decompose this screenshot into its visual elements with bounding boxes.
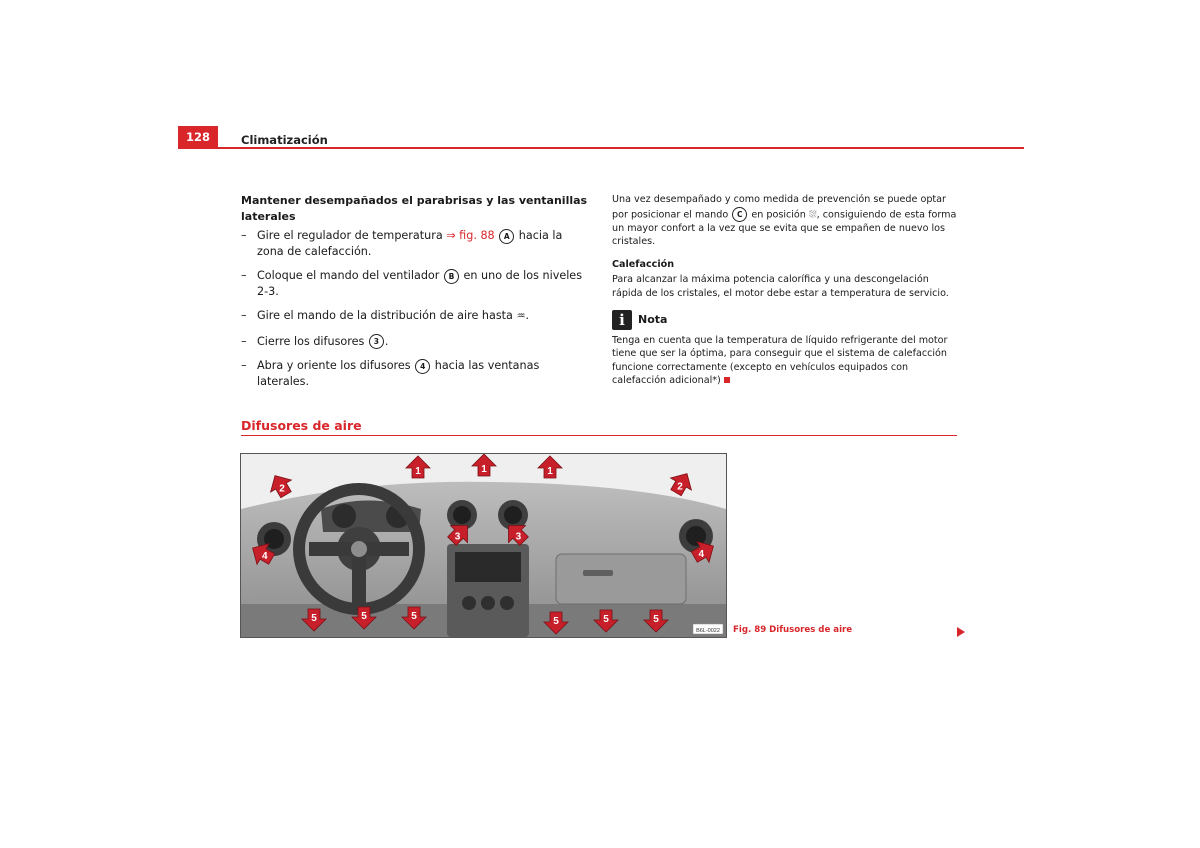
vent-arrow-label: 5 [311,613,317,624]
windshield-defrost-icon: ♒ [516,311,526,322]
note-paragraph [612,334,957,388]
vent-arrow-label: 5 [411,611,417,622]
control-badge-c: C [732,207,747,222]
vent-arrow-label: 5 [603,614,609,625]
step-2 [241,268,591,299]
prevention-paragraph [612,193,957,249]
figure-reference-link[interactable]: ⇒ fig. 88 [446,229,495,242]
page-number: 128 [178,126,218,148]
dashboard-illustration [241,454,726,637]
header-divider [178,147,1024,149]
step-text: en uno de los niveles 2-3. [257,269,583,298]
vent-arrow-label: 1 [415,466,421,477]
step-text: hacia las ventanas laterales. [257,359,540,388]
vent-badge-3: 3 [369,334,384,349]
vent-arrow-label: 5 [553,616,559,627]
section-divider [241,435,957,436]
end-of-section-mark [724,377,730,383]
step-dash: – [241,269,247,282]
figure-caption: Fig. 89 Difusores de aire [733,625,853,635]
note-header [612,310,957,330]
info-icon: i [612,310,632,330]
step-dash: – [241,334,247,348]
instructions-heading: Mantener desempañados el parabrisas y las ventanillas laterales [241,194,588,223]
step-5 [241,358,591,389]
step-dash: – [241,309,247,322]
vent-arrow-label: 5 [361,611,367,622]
step-dash: – [241,229,247,242]
paragraph-text: en posición [748,209,809,221]
vent-arrow-label: 1 [481,464,487,475]
vent-arrow-label: 1 [547,466,553,477]
vent-arrow-label: 3 [515,531,522,543]
step-text: Cierre los difusores [257,334,368,348]
vent-badge-4: 4 [415,359,430,374]
step-text: Coloque el mando del ventilador [257,269,443,282]
vent-arrow-label: 2 [279,483,285,495]
heating-heading: Calefacción [612,258,675,270]
step-text: Abra y oriente los difusores [257,359,415,372]
step-text: hacia la zona de calefacción. [257,229,563,258]
control-badge-b: B [444,269,459,284]
vent-arrow-label: 4 [698,549,705,560]
heating-paragraph: Para alcanzar la máxima potencia calorífica y una descongelación rápida de los cristales, el motor debe estar a temperatura de servicio. [612,274,949,300]
step-text: . [384,334,389,348]
instructions-column [241,193,591,398]
vent-arrow-label: 2 [677,481,683,493]
info-column [612,193,957,397]
step-dash: – [241,359,247,372]
step-text: Gire el mando de la distribución de aire hasta [257,309,517,322]
air-distribution-icon: ⛆ [808,209,817,221]
step-4 [241,334,591,350]
paragraph-text: , consiguiendo de esta forma un mayor confort a la vez que se evita que se empañen de nuevo los cristales. [612,209,957,248]
vent-arrow-label: 5 [653,614,659,625]
figure-code: B6L-0022 [696,628,720,634]
note-title: Nota [638,312,668,326]
dashboard-vents-figure [240,453,727,638]
paragraph-text: Una vez desempañado y como medida de prevención se puede optar por posicionar el mando [612,194,947,221]
continue-arrow-icon [957,627,965,637]
section-title: Difusores de aire [241,418,362,433]
vent-arrow-label: 3 [454,531,461,543]
control-badge-a: A [499,229,514,244]
note-text: Tenga en cuenta que la temperatura de líquido refrigerante del motor tiene que ser la óptima, para conseguir que el sistema de calefacción funcione correctamente (excepto en vehículos equipados con calefacción adicional*) [612,334,948,387]
vent-arrow-label: 4 [261,551,268,562]
step-text: . [525,309,530,322]
step-text: Gire el regulador de temperatura [257,229,447,242]
step-1 [241,228,591,259]
chapter-title: Climatización [241,133,328,147]
step-3 [241,308,591,325]
